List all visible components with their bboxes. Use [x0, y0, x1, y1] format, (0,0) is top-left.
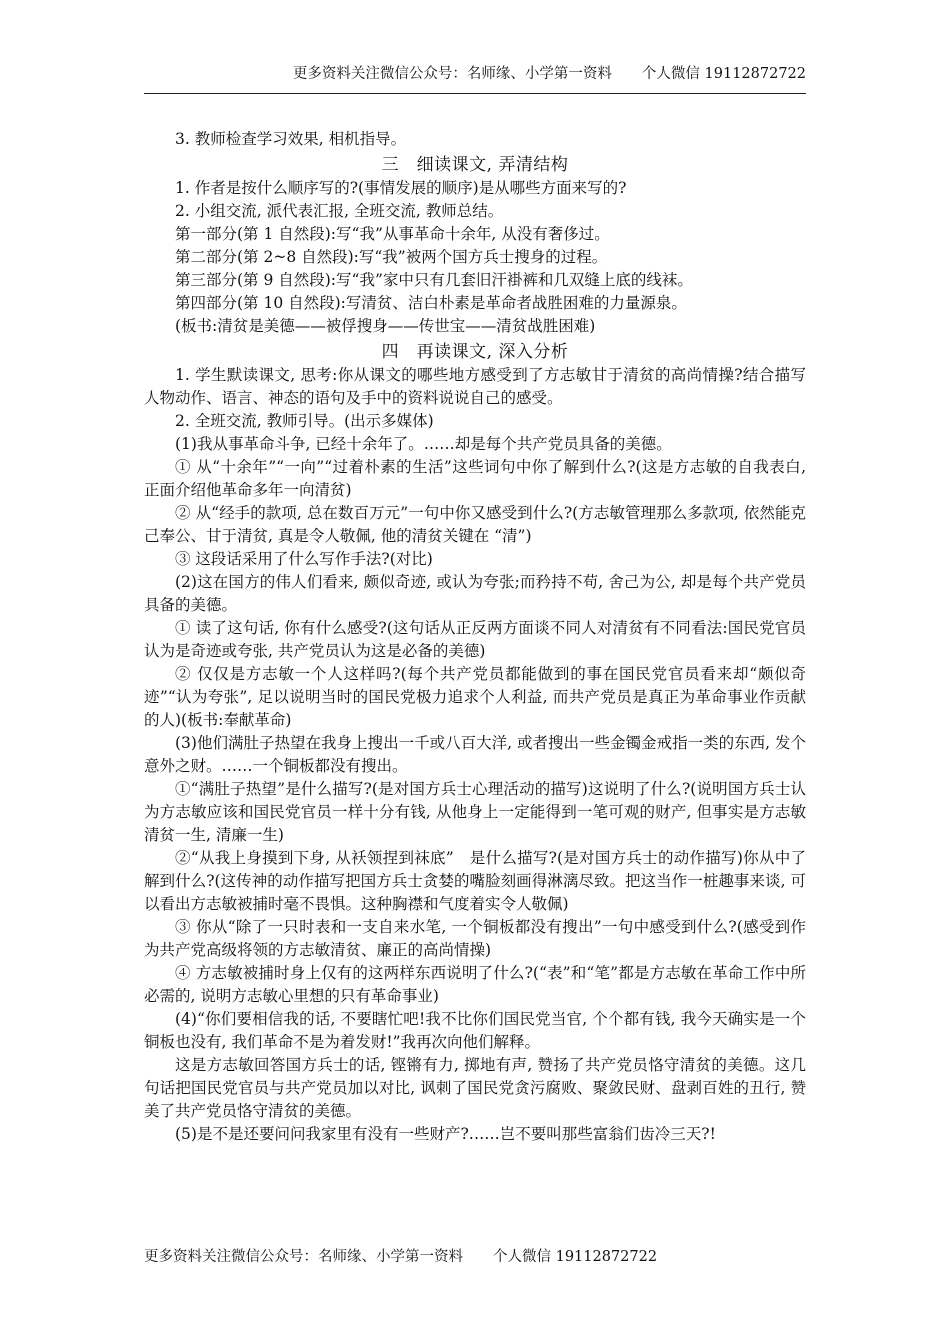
document-body [144, 128, 806, 1146]
paragraph: 第四部分(第 10 自然段):写清贫、洁白朴素是革命者战胜困难的力量源泉。 [175, 294, 687, 312]
paragraph: ① 读了这句话, 你有什么感受?(这句话从正反两方面谈不同人对清贫有不同看法:国民党官员认为是奇迹或夸张, 共产党员认为这是必备的美德) [144, 619, 806, 660]
paragraph: ① 从“十余年”“一向”“过着朴素的生活”这些词句中你了解到什么?(这是方志敏的自我表白, 正面介绍他革命多年一向清贫) [144, 458, 806, 499]
paragraph: 3. 教师检查学习效果, 相机指导。 [175, 130, 407, 148]
paragraph: ④ 方志敏被捕时身上仅有的这两样东西说明了什么?(“表”和“笔”都是方志敏在革命工作中所必需的, 说明方志敏心里想的只有革命事业) [144, 964, 806, 1005]
footer-text: 更多资料关注微信公众号：名师缘、小学第一资料 [144, 1249, 463, 1265]
section-heading-three: 三 细读课文, 弄清结构 [381, 155, 569, 175]
paragraph: 2. 小组交流, 派代表汇报, 全班交流, 教师总结。 [175, 202, 504, 220]
paragraph: (板书:清贫是美德——被俘搜身——传世宝——清贫战胜困难) [175, 317, 596, 335]
paragraph: ② 仅仅是方志敏一个人这样吗?(每个共产党员都能做到的事在国民党官员看来却“颇似奇迹”“认为夸张”, 足以说明当时的国民党极力追求个人利益, 而共产党员是真正为革命事业作贡献的人)(板书:奉献革命) [144, 665, 806, 729]
paragraph: (1)我从事革命斗争, 已经十余年了。……却是每个共产党员具备的美德。 [175, 435, 672, 453]
paragraph: 2. 全班交流, 教师引导。(出示多媒体) [175, 412, 434, 430]
paragraph: (3)他们满肚子热望在我身上搜出一千或八百大洋, 或者搜出一些金镯金戒指一类的东西, 发个意外之财。……一个铜板都没有搜出。 [144, 734, 806, 775]
paragraph: ①“满肚子热望”是什么描写?(是对国方兵士心理活动的描写)这说明了什么?(说明国方兵士认为方志敏应该和国民党官员一样十分有钱, 从他身上一定能得到一笔可观的财产, 但事实是方志敏清贫一生, 清廉一生) [144, 780, 806, 844]
paragraph: ③ 你从“除了一只时表和一支自来水笔, 一个铜板都没有搜出”一句中感受到什么?(感受到作为共产党高级将领的方志敏清贫、廉正的高尚情操) [144, 918, 806, 959]
paragraph: 1. 学生默读课文, 思考:你从课文的哪些地方感受到了方志敏甘于清贫的高尚情操?结合描写人物动作、语言、神态的语句及手中的资料说说自己的感受。 [144, 366, 806, 407]
header-wechat: 个人微信 19112872722 [641, 66, 806, 82]
paragraph: 这是方志敏回答国方兵士的话, 铿锵有力, 掷地有声, 赞扬了共产党员恪守清贫的美德。这几句话把国民党官员与共产党员加以对比, 讽刺了国民党贪污腐败、聚敛民财、盘剥百姓的丑行, 赞美了共产党员恪守清贫的美德。 [144, 1056, 806, 1120]
paragraph: 1. 作者是按什么顺序写的?(事情发展的顺序)是从哪些方面来写的? [175, 179, 627, 197]
paragraph: (5)是不是还要问问我家里有没有一些财产?……岂不要叫那些富翁们齿冷三天?! [175, 1125, 716, 1143]
paragraph: ② 从“经手的款项, 总在数百万元”一句中你又感受到什么?(方志敏管理那么多款项, 依然能克己奉公、甘于清贫, 真是令人敬佩, 他的清贫关键在 “清”) [144, 504, 806, 545]
header-text: 更多资料关注微信公众号：名师缘、小学第一资料 [292, 66, 612, 82]
paragraph: (2)这在国方的伟人们看来, 颇似奇迹, 或认为夸张;而矜持不苟, 舍己为公, 却是每个共产党员具备的美德。 [144, 573, 806, 614]
paragraph: 第二部分(第 2~8 自然段):写“我”被两个国方兵士搜身的过程。 [175, 248, 608, 266]
paragraph: ③ 这段话采用了什么写作手法?(对比) [175, 550, 433, 568]
paragraph: 第一部分(第 1 自然段):写“我”从事革命十余年, 从没有奢侈过。 [175, 225, 610, 243]
footer-wechat: 个人微信 19112872722 [493, 1249, 658, 1265]
paragraph: (4)“你们要相信我的话, 不要瞎忙吧!我不比你们国民党当官, 个个都有钱, 我今天确实是一个铜板也没有, 我们革命不是为着发财!”我再次向他们解释。 [144, 1010, 806, 1051]
page-header [144, 62, 806, 94]
paragraph: 第三部分(第 9 自然段):写“我”家中只有几套旧汗褂裤和几双缝上底的线袜。 [175, 271, 693, 289]
section-heading-four: 四 再读课文, 深入分析 [381, 342, 569, 362]
page-footer [144, 1245, 657, 1266]
paragraph: ②“从我上身摸到下身, 从袄领捏到袜底” 是什么描写?(是对国方兵士的动作描写)你从中了解到什么?(这传神的动作描写把国方兵士贪婪的嘴脸刻画得淋漓尽致。把这当作一桩趣事来谈, 可以看出方志敏被捕时毫不畏惧。这种胸襟和气度着实令人敬佩) [144, 849, 806, 913]
